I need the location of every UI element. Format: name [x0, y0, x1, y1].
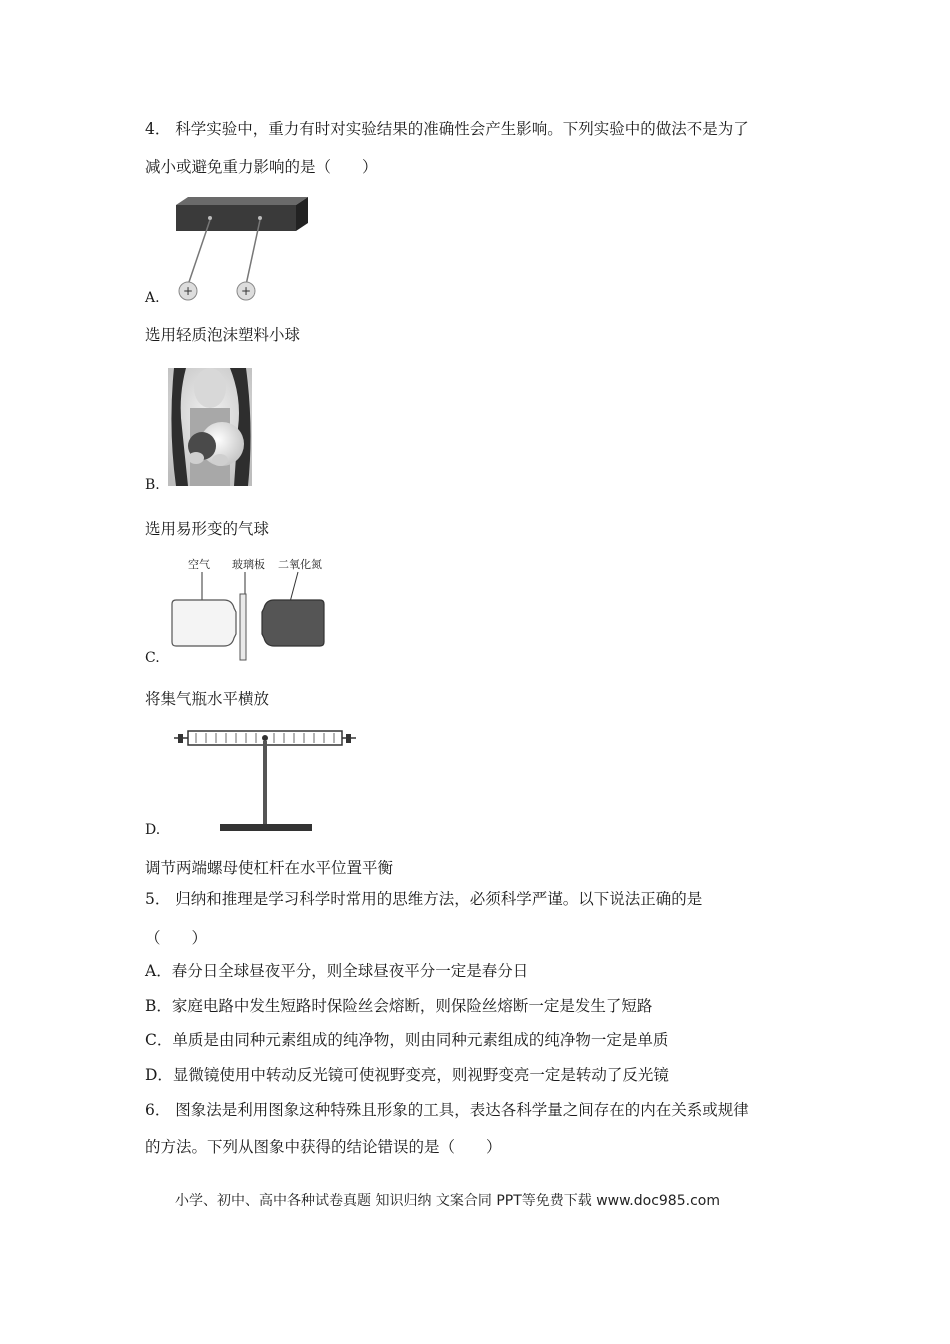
option-b-label: B.: [145, 477, 160, 493]
figure-a-charged-balls: [170, 195, 310, 330]
question-5-option-d: D．显微镜使用中转动反光镜可使视野变亮，则视野变亮一定是转动了反光镜: [145, 1066, 669, 1084]
question-4-text-line-2: 减小或避免重力影响的是（ ）: [145, 158, 378, 176]
question-4-text-line-1: 4． 科学实验中，重力有时对实验结果的准确性会产生影响。下列实验中的做法不是为了: [145, 120, 749, 138]
figure-c-glass-label: 玻璃板: [232, 558, 265, 571]
figure-d-lever-stand: [172, 722, 358, 836]
option-b-caption: 选用易形变的气球: [145, 520, 270, 538]
page-footer: 小学、初中、高中各种试卷真题 知识归纳 文案合同 PPT等免费下载 www.doc985.com: [175, 1193, 720, 1209]
option-c-caption: 将集气瓶水平横放: [145, 690, 270, 708]
figure-c-no2-label: 二氧化氮: [278, 558, 322, 571]
figure-c-gas-bottles: [170, 556, 330, 664]
question-5-text-line-1: 5． 归纳和推理是学习科学时常用的思维方法，必须科学严谨。以下说法正确的是: [145, 890, 703, 908]
option-d-caption: 调节两端螺母使杠杆在水平位置平衡: [145, 859, 394, 877]
question-5-option-a: A．春分日全球昼夜平分，则全球昼夜平分一定是春分日: [145, 962, 529, 980]
option-d-label: D.: [145, 822, 161, 838]
figure-c-air-label: 空气: [188, 558, 210, 571]
option-c-label: C.: [145, 650, 160, 666]
question-5-text-line-2: （ ）: [145, 929, 208, 947]
question-6-text-line-1: 6． 图象法是利用图象这种特殊且形象的工具，表达各科学量之间存在的内在关系或规律: [145, 1101, 749, 1119]
svg-text:+: +: [240, 284, 252, 298]
question-5-option-c: C．单质是由同种元素组成的纯净物，则由同种元素组成的纯净物一定是单质: [145, 1031, 669, 1049]
question-6-text-line-2: 的方法。下列从图象中获得的结论错误的是（ ）: [145, 1138, 502, 1156]
svg-text:+: +: [182, 284, 194, 298]
question-5-option-b: B．家庭电路中发生短路时保险丝会熔断，则保险丝熔断一定是发生了短路: [145, 997, 653, 1015]
option-a-label: A.: [145, 290, 160, 306]
option-a-caption: 选用轻质泡沫塑料小球: [145, 326, 301, 344]
figure-b-balloon-photo: [168, 368, 252, 486]
